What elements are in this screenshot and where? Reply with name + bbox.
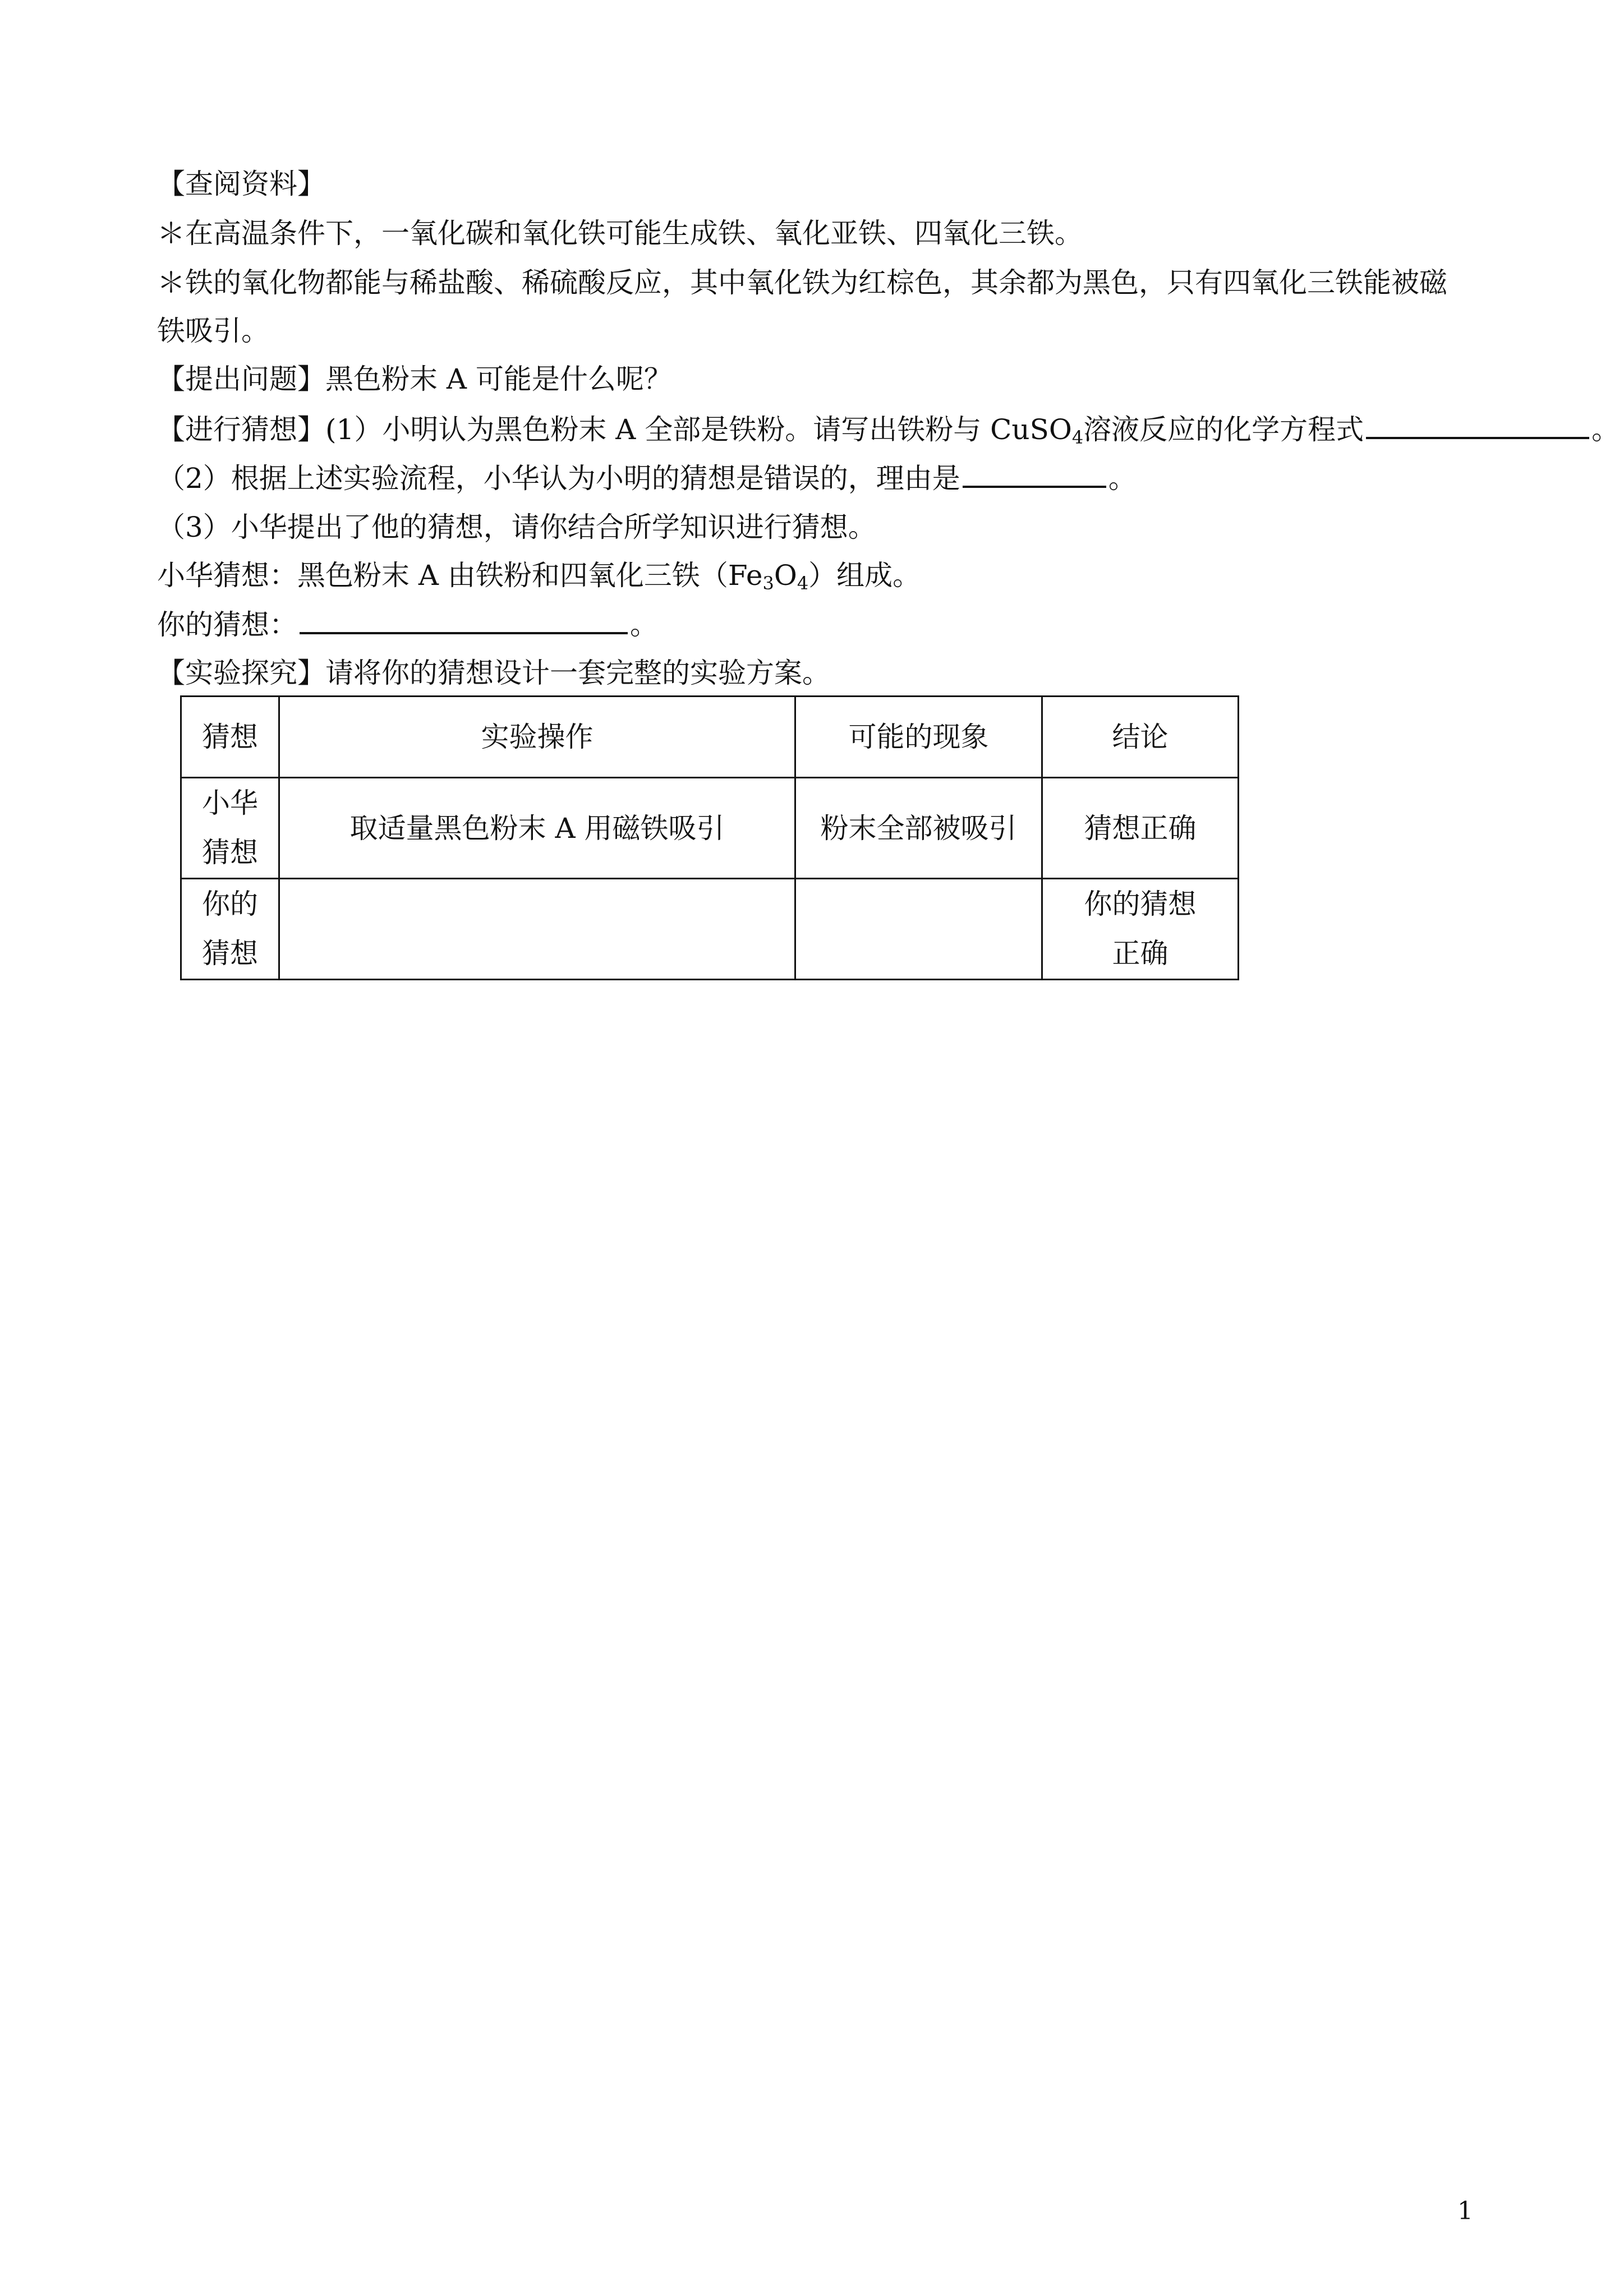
header-conclusion: 结论 (1042, 697, 1239, 778)
row-xiaohua-label-text: 小华 猜想 (202, 787, 258, 869)
row-yours-conclusion-text: 你的猜想 正确 (1084, 888, 1197, 970)
formula-o: O (774, 559, 797, 592)
question-line: 【提出问题】黑色粉末 A 可能是什么呢？ (157, 363, 672, 395)
xiaohua-guess-line (157, 559, 921, 600)
formula-subscript-4: 4 (797, 573, 809, 594)
row-yours-label-text: 你的 猜想 (202, 888, 258, 970)
experiment-table (180, 695, 1239, 980)
hypothesis-1-text-post: 溶液反应的化学方程式 (1083, 413, 1364, 446)
row-xiaohua-phenomenon: 粉末全部被吸引 (795, 778, 1042, 879)
row-xiaohua-label (181, 778, 279, 879)
xiaohua-guess-text: 小华猜想：黑色粉末 A 由铁粉和四氧化三铁（Fe (157, 559, 763, 592)
reference-line-1: ＊在高温条件下，一氧化碳和氧化铁可能生成铁、氧化亚铁、四氧化三铁。 (157, 217, 1083, 250)
hypothesis-line-1 (157, 412, 1620, 454)
row-yours-label (181, 879, 279, 980)
hypothesis-1-subscript: 4 (1071, 427, 1084, 448)
hypothesis-1-end: 。 (1591, 413, 1620, 446)
hypothesis-line-2 (157, 461, 1137, 495)
table-row-xiaohua (181, 778, 1239, 879)
row-yours-phenomenon-cell[interactable] (795, 879, 1042, 980)
row-yours-conclusion (1042, 879, 1239, 980)
header-guess: 猜想 (181, 697, 279, 778)
hypothesis-2-text: （2）根据上述实验流程，小华认为小明的猜想是错误的，理由是 (157, 462, 960, 495)
reference-line-2: ＊铁的氧化物都能与稀盐酸、稀硫酸反应，其中氧化铁为红棕色，其余都为黑色，只有四氧化三铁能被磁 (157, 266, 1447, 299)
hypothesis-2-end: 。 (1108, 462, 1137, 495)
section-heading-references: 【查阅资料】 (157, 168, 325, 200)
row-xiaohua-conclusion: 猜想正确 (1042, 778, 1239, 879)
your-guess-end: 。 (630, 608, 658, 641)
your-guess-line (157, 607, 658, 642)
header-phenomenon: 可能的现象 (795, 697, 1042, 778)
experiment-heading: 【实验探究】请将你的猜想设计一套完整的实验方案。 (157, 657, 830, 689)
hypothesis-line-3: （3）小华提出了他的猜想，请你结合所学知识进行猜想。 (157, 511, 876, 543)
table-row-yours (181, 879, 1239, 980)
reference-line-2-cont: 铁吸引。 (157, 315, 269, 347)
your-guess-label: 你的猜想： (157, 608, 297, 641)
formula-subscript-3: 3 (762, 573, 774, 594)
hypothesis-1-text: 【进行猜想】(1）小明认为黑色粉末 A 全部是铁粉。请写出铁粉与 CuSO (157, 413, 1072, 446)
equation-answer-blank[interactable] (1366, 412, 1589, 439)
table-header-row (181, 697, 1239, 778)
your-guess-blank[interactable] (300, 607, 628, 634)
row-yours-operation-cell[interactable] (279, 879, 795, 980)
reason-answer-blank[interactable] (963, 461, 1106, 488)
page-number: 1 (1457, 2197, 1473, 2225)
header-operation: 实验操作 (279, 697, 795, 778)
row-xiaohua-operation: 取适量黑色粉末 A 用磁铁吸引 (279, 778, 795, 879)
xiaohua-guess-text-post: ）组成。 (808, 559, 921, 592)
